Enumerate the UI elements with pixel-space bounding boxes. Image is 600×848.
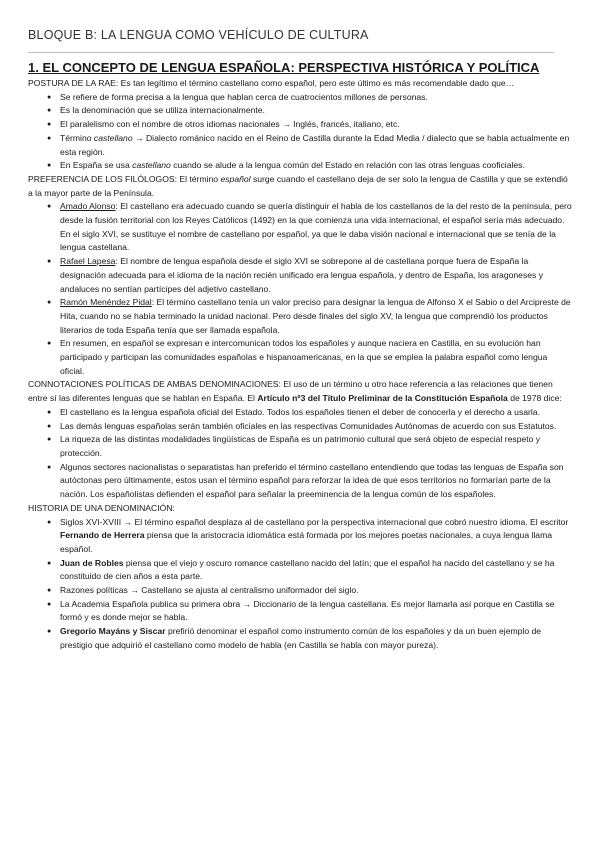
list-item bbox=[60, 132, 574, 159]
bold-text: Fernando de Herrera bbox=[60, 530, 145, 541]
text: En España se usa bbox=[60, 160, 133, 171]
filologos-list bbox=[28, 200, 574, 378]
list-item: ● El paralelismo con el nombre de otros idiomas nacionales → Inglés, francés, italiano, etc. bbox=[60, 118, 574, 132]
rae-list bbox=[28, 91, 574, 173]
text: : El término castellano tenía un valor preciso para designar la lengua de Alfonso X el Sabio o del Arcipreste de Hita, cuando no se había terminado la unidad nacional. Pero desde finales del siglo XV, la lengua que comprendió los productos literarios de toda España tenía que ser llamada española. bbox=[60, 297, 571, 335]
emphasis: castellano bbox=[93, 132, 133, 143]
page-header: BLOQUE B: LA LENGUA COMO VEHÍCULO DE CULTURA bbox=[28, 28, 369, 42]
list-item bbox=[60, 255, 574, 296]
list-item: ● Es la denominación que se utiliza internacionalmente. bbox=[60, 104, 574, 118]
section-title: 1. EL CONCEPTO DE LENGUA ESPAÑOLA: PERSPECTIVA HISTÓRICA Y POLÍTICA bbox=[28, 60, 540, 75]
rae-intro: POSTURA DE LA RAE: Es tan legítimo el término castellano como español, pero este último es más recomendable dado que… bbox=[28, 78, 515, 88]
list-item: ● Las demás lenguas españolas serán también oficiales en las respectivas Comunidades Autónomas de acuerdo con sus Estatutos. bbox=[60, 420, 574, 434]
list-item: ● La Academia Española publica su primera obra → Diccionario de la lengua castellana. Es mejor llamarla así porque en Castilla se formó y es donde mejor se habla. bbox=[60, 598, 574, 625]
list-item: ● Razones políticas → Castellano se ajusta al centralismo uniformador del siglo. bbox=[60, 584, 574, 598]
list-item bbox=[60, 159, 574, 173]
document-page bbox=[28, 27, 574, 653]
historia-intro: HISTORIA DE UNA DENOMINACIÓN: bbox=[28, 502, 175, 513]
bold-text: Gregorio Mayáns y Siscar bbox=[60, 626, 166, 637]
list-item: ● En resumen, en español se expresan e intercomunican todos los españoles y aunque naciera en Castilla, en su evolución han participado y participan las comunidades españolas e hispanoamericanas, en la que se emplea la palabra español como lengua oficial. bbox=[60, 337, 574, 378]
header-divider bbox=[28, 52, 554, 53]
list-item: ● Se refiere de forma precisa a la lengua que hablan cerca de cuatrocientos millones de personas. bbox=[60, 91, 574, 105]
text: : El nombre de lengua española desde el siglo XVI se sobrepone al de castellana porque fuera de España la designación adecuada para el idioma de la nación recién unificado era lengua española, y dentro de España, los aragoneses y andaluces no sentían partícipes del adjetivo castellano. bbox=[60, 256, 544, 294]
list-item: ● Algunos sectores nacionalistas o separatistas han preferido el término castellano entendiendo que todas las lenguas de España son autóctonas pero últimamente, estos usan el término español para reforzar la idea de que esos territorios no formarían parte de la nación. Los españolistas defienden el español para señalar la preeminencia de la lengua común de los españoles. bbox=[60, 461, 574, 502]
text: piensa que la aristocracia idiomática está formada por los mejores poetas nacionales, a cuya lengua llama español. bbox=[60, 530, 553, 554]
text: prefirió denominar el español como instrumento común de los españoles y da un buen ejemplo de prestigio que adquirió el castellano como modelo de habla (en Castilla se habla con mayor pureza). bbox=[60, 626, 542, 650]
connotaciones-list bbox=[28, 406, 574, 502]
list-item bbox=[60, 296, 574, 337]
text: Término bbox=[60, 132, 94, 143]
text: de 1978 dice: bbox=[507, 393, 562, 404]
list-item bbox=[60, 625, 574, 652]
emphasis: español bbox=[220, 173, 251, 184]
text: piensa que el viejo y oscuro romance castellano nacido del latín; que el español ha nacido del castellano y se ha constituido de cien años a esta parte. bbox=[60, 557, 555, 582]
list-item: ● El castellano es la lengua española oficial del Estado. Todos los españoles tienen el deber de conocerla y el derecho a usarla. bbox=[60, 406, 574, 420]
list-item: ● La riqueza de las distintas modalidades lingüísticas de España es un patrimonio cultural que será objeto de especial respeto y protección. bbox=[60, 433, 574, 460]
author-name: Ramón Menéndez Pidal bbox=[60, 297, 152, 308]
filologos-intro bbox=[28, 173, 574, 200]
emphasis: castellano bbox=[132, 160, 171, 171]
text: : El castellano era adecuado cuando se quería distinguir el habla de los castellanos de la del resto de la península, pero desde la fusión territorial con los Reyes Católicos (1492) en la que comienza una vida internacional, el español sería más adecuado. En el siglo XVI, se sustituye el nombre de castellano por español, ya que le daba visión nacional e internacional que se tenía de la lengua castellana. bbox=[60, 201, 572, 253]
text: PREFERENCIA DE LOS FILÓLOGOS: El término bbox=[28, 173, 221, 184]
author-name: Amado Alonso bbox=[60, 201, 116, 212]
list-item bbox=[60, 516, 574, 557]
bold-text: Artículo nº3 del Título Preliminar de la Constitución Española bbox=[257, 393, 508, 404]
text: CONNOTACIONES POLÍTICAS DE AMBAS DENOMINACIONES: El uso de un término u otro hace referencia a las relaciones que tienen entre sí las diferentes lenguas que se hablan en España. El bbox=[28, 379, 553, 404]
list-item bbox=[60, 557, 574, 584]
text: cuando se alude a la lengua común del Estado en relación con las otras lenguas cooficiales. bbox=[170, 160, 525, 171]
text: Siglos XVI-XVIII → El término español desplaza al de castellano por la perspectiva internacional que cobró nuestro idioma. El escritor bbox=[60, 516, 569, 527]
historia-list bbox=[28, 516, 574, 653]
author-name: Rafael Lapesa bbox=[60, 256, 116, 267]
text: surge cuando el castellano deja de ser solo la lengua de Castilla y que se extendió a la mayor parte de la Península. bbox=[28, 173, 568, 198]
connotaciones-intro bbox=[28, 378, 574, 405]
bold-text: Juan de Robles bbox=[60, 557, 124, 568]
list-item bbox=[60, 200, 574, 255]
text: → Dialecto románico nacido en el Reino de Castilla durante la Edad Media / dialecto que se habla actualmente en esta región. bbox=[60, 132, 570, 157]
